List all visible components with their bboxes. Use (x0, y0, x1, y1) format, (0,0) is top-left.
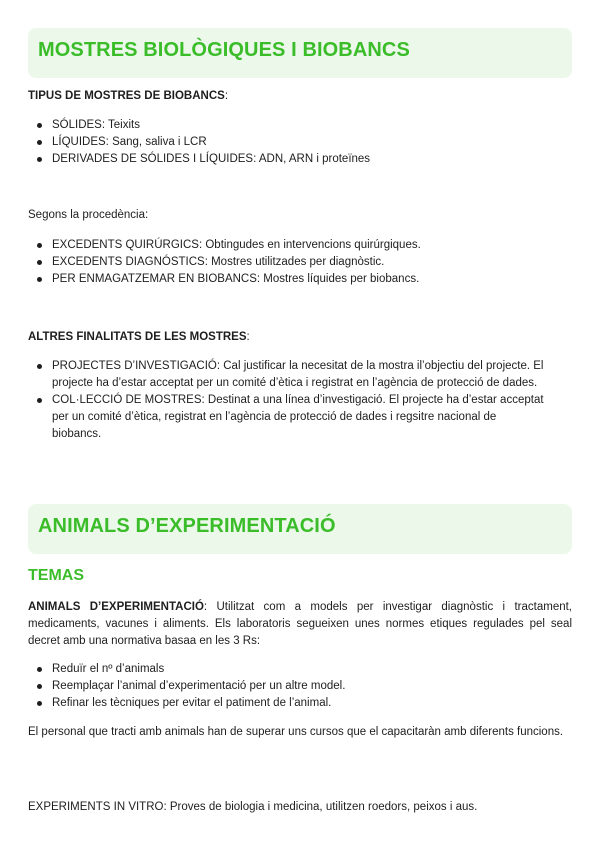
list-item: Refinar les tècniques per evitar el patiment de l’animal. (34, 695, 544, 712)
list-item: PROJECTES D’INVESTIGACIÓ: Cal justificar la necesitat de la mostra il’objectiu del projecte. El projecte ha d’estar acceptat per un comité d’ètica i registrat en l’agència de protecció de dades. (34, 358, 544, 392)
purposes-list (34, 358, 544, 443)
list-item: PER ENMAGATZEMAR EN BIOBANCS: Mostres líquides per biobancs. (34, 271, 544, 288)
three-rs-list (34, 661, 544, 712)
list-item: SÓLIDES: Teixits (34, 117, 544, 134)
purposes-label: ALTRES FINALITATS DE LES MOSTRES: (28, 331, 250, 343)
types-label: TIPUS DE MOSTRES DE BIOBANCS: (28, 90, 229, 102)
section-title: ANIMALS D’EXPERIMENTACIÓ (38, 515, 336, 537)
animals-intro (28, 599, 572, 650)
list-item: DERIVADES DE SÓLIDES I LÍQUIDES: ADN, ARN i proteïnes (34, 151, 544, 168)
section-header-biobanks (28, 28, 572, 78)
invitro-paragraph: EXPERIMENTS IN VITRO: Proves de biologia i medicina, utilitzen roedors, peixos i aus. (28, 801, 478, 813)
list-item: LÍQUIDES: Sang, saliva i LCR (34, 134, 544, 151)
list-item: Reduïr el nº d’animals (34, 661, 544, 678)
subtitle: TEMAS (28, 567, 84, 584)
list-item: Reemplaçar l’animal d’experimentació per un altre model. (34, 678, 544, 695)
list-item: EXCEDENTS DIAGNÓSTICS: Mostres utilitzades per diagnòstic. (34, 254, 544, 271)
sample-types-list (34, 117, 544, 168)
staff-paragraph: El personal que tracti amb animals han de superar uns cursos que el capacitaràn amb diferents funcions. (28, 726, 564, 738)
list-item: EXCEDENTS QUIRÚRGICS: Obtingudes en intervencions quirúrgiques. (34, 237, 544, 254)
intro-label: ANIMALS D’EXPERIMENTACIÓ (28, 601, 204, 613)
origin-label: Segons la procedència: (28, 209, 149, 221)
section-header-animals (28, 504, 572, 554)
list-item: COL·LECCIÓ DE MOSTRES: Destinat a una línea d’investigació. El projecte ha d’estar acceptat per un comité d’ètica, registrat en l’agència de protecció de dades i regsitre nacional de biobancs. (34, 392, 544, 443)
intro-text: : Utilitzat com a models per investigar diagnòstic i tractament, medicaments, vacunes i aliments. Els laboratoris segueixen unes normes etiques regulades pel seal decret amb una normativa basaa en les 3 Rs: (28, 601, 572, 647)
origin-list (34, 237, 544, 288)
section-title: MOSTRES BIOLÒGIQUES I BIOBANCS (38, 39, 410, 61)
